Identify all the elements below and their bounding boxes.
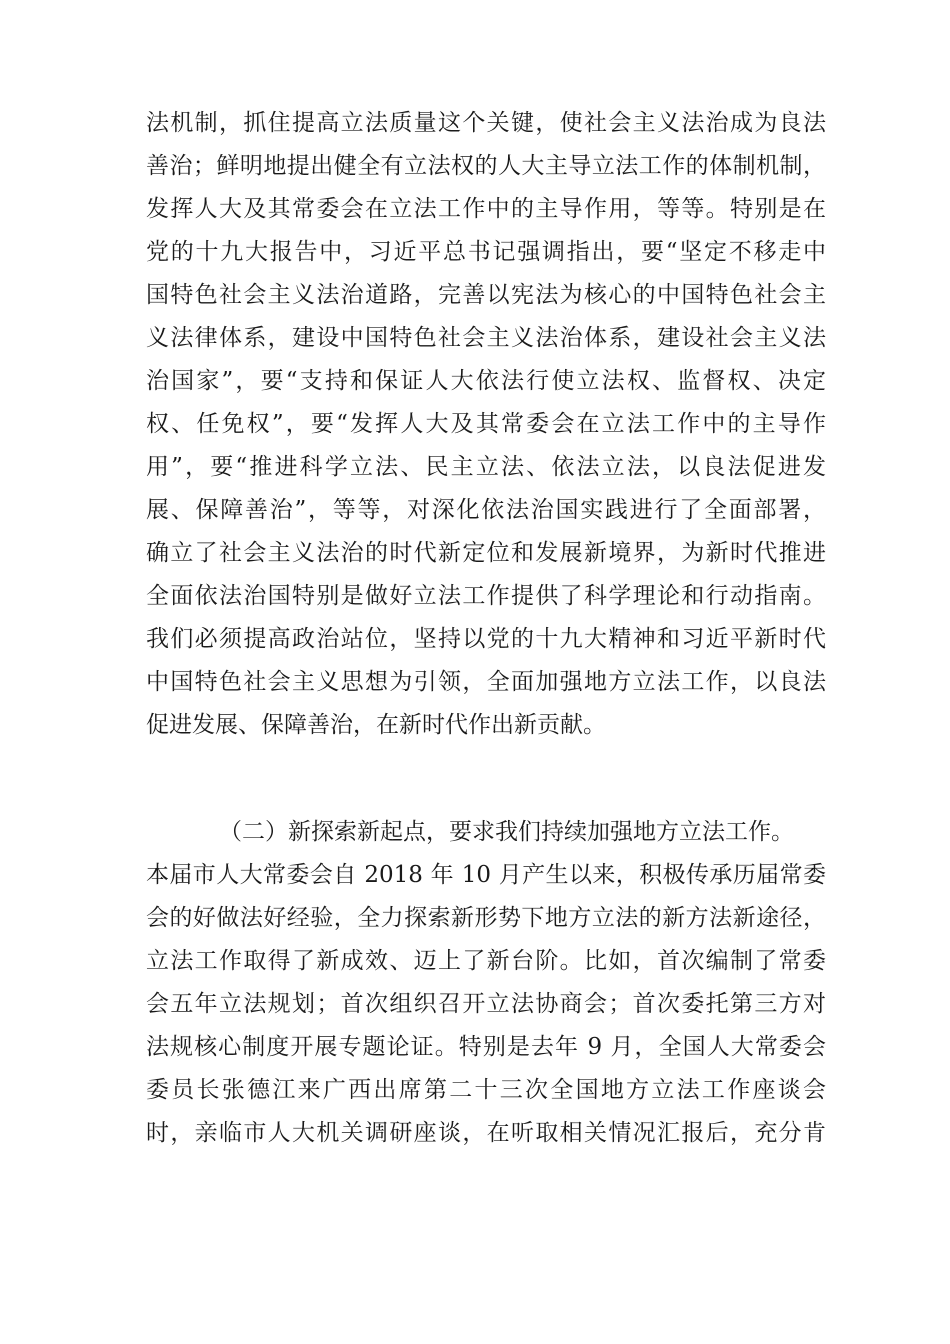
body-text-line: 中国特色社会主义思想为引领，全面加强地方立法工作，以良法 [146, 669, 826, 695]
section-heading: （二）新探索新起点，要求我们持续加强地方立法工作。 [219, 819, 794, 845]
body-text-line: 立法工作取得了新成效、迈上了新台阶。比如，首次编制了常委 [146, 948, 826, 974]
body-text-line: 权、任免权”，要“发挥人大及其常委会在立法工作中的主导作 [146, 411, 826, 437]
body-text-line: 会的好做法好经验，全力探索新形势下地方立法的新方法新途径， [146, 905, 826, 931]
body-text-line: 法规核心制度开展专题论证。特别是去年 9 月，全国人大常委会 [146, 1034, 826, 1060]
body-text-line: 展、保障善治”，等等，对深化依法治国实践进行了全面部署， [146, 497, 826, 523]
body-text-line: 善治；鲜明地提出健全有立法权的人大主导立法工作的体制机制， [146, 153, 826, 179]
body-text-line-last: 促进发展、保障善治，在新时代作出新贡献。 [146, 712, 606, 738]
body-text-line: 法机制，抓住提高立法质量这个关键，使社会主义法治成为良法 [146, 110, 826, 136]
body-text-line: 用”，要“推进科学立法、民主立法、依法立法，以良法促进发 [146, 454, 826, 480]
body-text-line: 国特色社会主义法治道路，完善以宪法为核心的中国特色社会主 [146, 282, 826, 308]
body-text-line: 委员长张德江来广西出席第二十三次全国地方立法工作座谈会 [146, 1077, 826, 1103]
body-text-line: 全面依法治国特别是做好立法工作提供了科学理论和行动指南。 [146, 583, 826, 609]
body-text-line: 时，亲临市人大机关调研座谈，在听取相关情况汇报后，充分肯 [146, 1120, 826, 1146]
body-text-line: 党的十九大报告中，习近平总书记强调指出，要“坚定不移走中 [146, 239, 826, 265]
body-text-line: 会五年立法规划；首次组织召开立法协商会；首次委托第三方对 [146, 991, 826, 1017]
body-text-line: 我们必须提高政治站位，坚持以党的十九大精神和习近平新时代 [146, 626, 826, 652]
body-text-line: 发挥人大及其常委会在立法工作中的主导作用，等等。特别是在 [146, 196, 826, 222]
body-text-line: 本届市人大常委会自 2018 年 10 月产生以来，积极传承历届常委 [146, 862, 826, 888]
body-text-line: 确立了社会主义法治的时代新定位和发展新境界，为新时代推进 [146, 540, 826, 566]
body-text-line: 义法律体系，建设中国特色社会主义法治体系，建设社会主义法 [146, 325, 826, 351]
body-text-line: 治国家”，要“支持和保证人大依法行使立法权、监督权、决定 [146, 368, 826, 394]
